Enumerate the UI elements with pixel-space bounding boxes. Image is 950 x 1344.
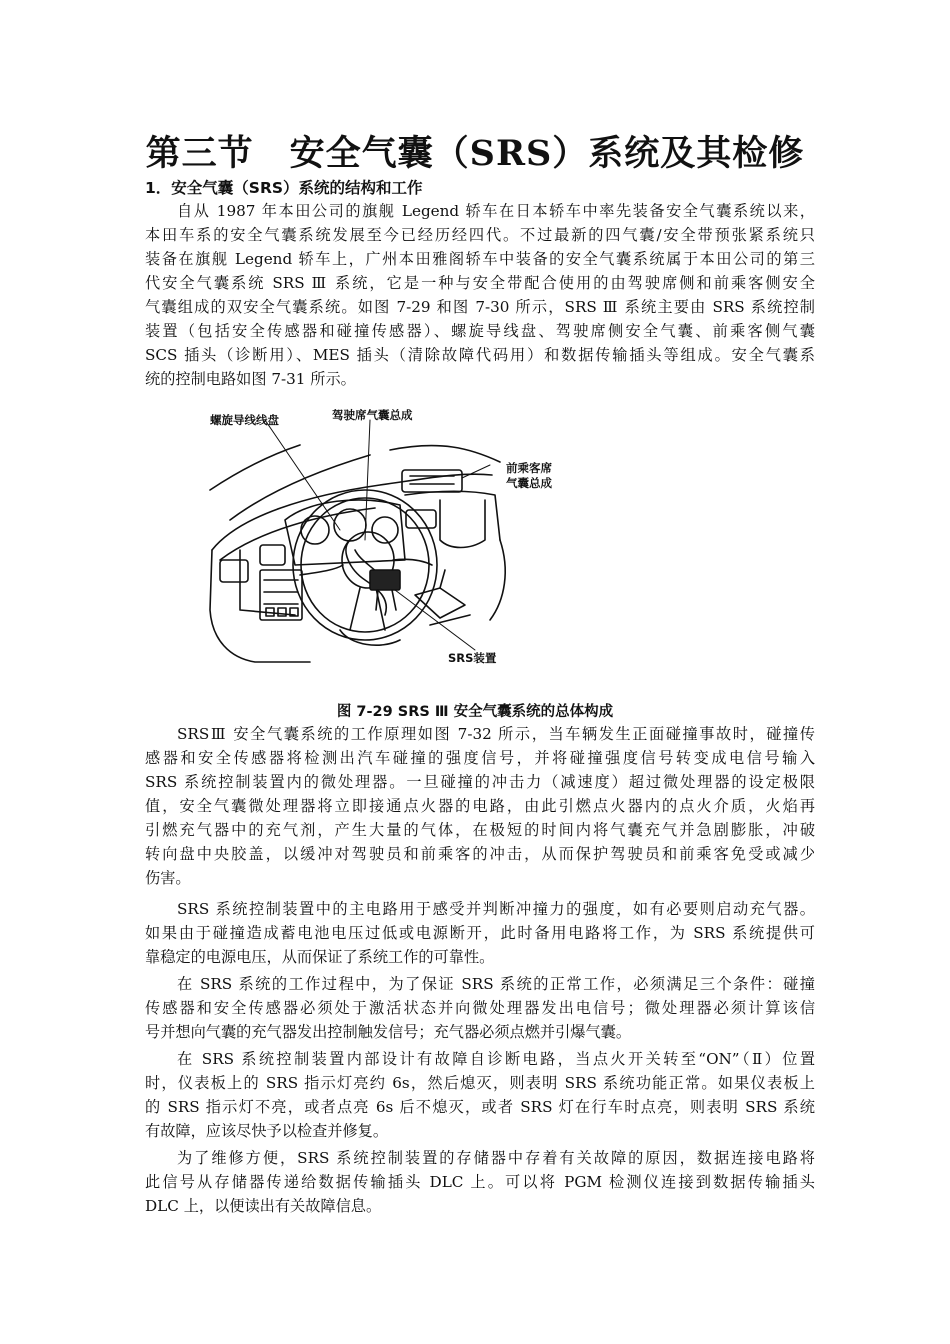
paragraph-line: DLC 上，以便读出有关故障信息。 — [145, 1197, 382, 1215]
paragraph-line: 在 SRS 系统的工作过程中，为了保证 SRS 系统的正常工作，必须满足三个条件：碰撞 — [177, 975, 815, 993]
figure-label-passenger-airbag: 前乘客席 — [506, 461, 552, 475]
body-paragraph — [145, 972, 815, 1044]
paragraph-line: 自从 1987 年本田公司的旗舰 Legend 轿车在日本轿车中率先装备安全气囊系统以来， — [177, 202, 815, 220]
paragraph-line: 转向盘中央胶盖，以缓冲对驾驶员和前乘客的冲击，从而保护驾驶员和前乘客免受或减少 — [145, 845, 815, 863]
paragraph-line: SRSⅢ 安全气囊系统的工作原理如图 7-32 所示，当车辆发生正面碰撞事故时，碰撞传 — [177, 725, 815, 743]
body-paragraph — [145, 1047, 815, 1143]
paragraph-line: 传感器和安全传感器必须处于激活状态并向微处理器发出电信号；微处理器必须计算该信 — [145, 999, 815, 1017]
paragraph-line: 在 SRS 系统控制装置内部设计有故障自诊断电路，当点火开关转至“ON”（Ⅱ）位置 — [177, 1050, 815, 1068]
body-paragraph — [145, 1146, 815, 1218]
paragraph-line: 代安全气囊系统 SRS Ⅲ 系统，它是一种与安全带配合使用的由驾驶席侧和前乘客侧安全 — [145, 274, 815, 292]
paragraph-line: 引燃充气器中的充气剂，产生大量的气体，在极短的时间内将气囊充气并急剧膨胀，冲破 — [145, 821, 815, 839]
paragraph-line: 统的控制电路如图 7-31 所示。 — [145, 370, 356, 388]
paragraph-line: SRS 系统控制装置内的微处理器。一旦碰撞的冲击力（减速度）超过微处理器的设定极限 — [145, 773, 815, 791]
paragraph-line: 本田车系的安全气囊系统发展至今已经历经四代。不过最新的四气囊/安全带预张紧系统只 — [145, 226, 815, 244]
paragraph-line: SRS 系统控制装置中的主电路用于感受并判断冲撞力的强度，如有必要则启动充气器。 — [177, 900, 815, 918]
paragraph-line: 时，仪表板上的 SRS 指示灯亮约 6s，然后熄灭，则表明 SRS 系统功能正常。如果仪表板上 — [145, 1074, 815, 1092]
paragraph-line: SCS 插头（诊断用）、MES 插头（清除故障代码用）和数据传输插头等组成。安全气囊系 — [145, 346, 815, 364]
paragraph-line: 如果由于碰撞造成蓄电池电压过低或电源断开，此时备用电路将工作，为 SRS 系统提供可 — [145, 924, 815, 942]
paragraph-line: 靠稳定的电源电压，从而保证了系统工作的可靠性。 — [145, 948, 495, 966]
paragraph-line: 装置（包括安全传感器和碰撞传感器）、螺旋导线盘、驾驶席侧安全气囊、前乘客侧气囊 — [145, 322, 815, 340]
section-heading: 1．安全气囊（SRS）系统的结构和工作 — [145, 179, 423, 197]
paragraph-line: 为了维修方便，SRS 系统控制装置的存储器中存着有关故障的原因，数据连接电路将 — [177, 1149, 815, 1167]
paragraph-line: 值，安全气囊微处理器将立即接通点火器的电路，由此引燃点火器内的点火介质，火焰再 — [145, 797, 815, 815]
page-title: 第三节 安全气囊（SRS）系统及其检修 — [145, 133, 805, 174]
paragraph-line: 有故障，应该尽快予以检查并修复。 — [145, 1122, 388, 1140]
paragraph-line: 感器和安全传感器将检测出汽车碰撞的强度信号，并将碰撞强度信号转变成电信号输入 — [145, 749, 815, 767]
figure-label-driver-airbag: 驾驶席气囊总成 — [332, 408, 413, 422]
body-paragraph — [145, 897, 815, 969]
dashboard-illustration — [200, 400, 570, 670]
figure-label-srs-unit: SRS装置 — [448, 651, 497, 665]
paragraph-line: 此信号从存储器传递给数据传输插头 DLC 上。可以将 PGM 检测仪连接到数据传输插头 — [145, 1173, 815, 1191]
paragraph-line: 的 SRS 指示灯不亮，或者点亮 6s 后不熄灭，或者 SRS 灯在行车时点亮，则表明 SRS 系统 — [145, 1098, 815, 1116]
figure-label-passenger-airbag: 气囊总成 — [506, 476, 552, 490]
figure-dashboard-srs — [200, 400, 570, 670]
body-paragraph — [145, 722, 815, 890]
paragraph-line: 装备在旗舰 Legend 轿车上，广州本田雅阁轿车中装备的安全气囊系统属于本田公司的第三 — [145, 250, 815, 268]
paragraph-line: 气囊组成的双安全气囊系统。如图 7-29 和图 7-30 所示，SRS Ⅲ 系统主要由 SRS 系统控制 — [145, 298, 815, 316]
figure-label-spiral-cable: 螺旋导线线盘 — [210, 413, 279, 427]
paragraph-line: 号并想向气囊的充气器发出控制触发信号；充气器必须点燃并引爆气囊。 — [145, 1023, 631, 1041]
paragraph-line: 伤害。 — [145, 869, 191, 887]
figure-caption: 图 7-29 SRS Ⅲ 安全气囊系统的总体构成 — [336, 704, 614, 720]
intro-paragraph — [145, 199, 815, 391]
